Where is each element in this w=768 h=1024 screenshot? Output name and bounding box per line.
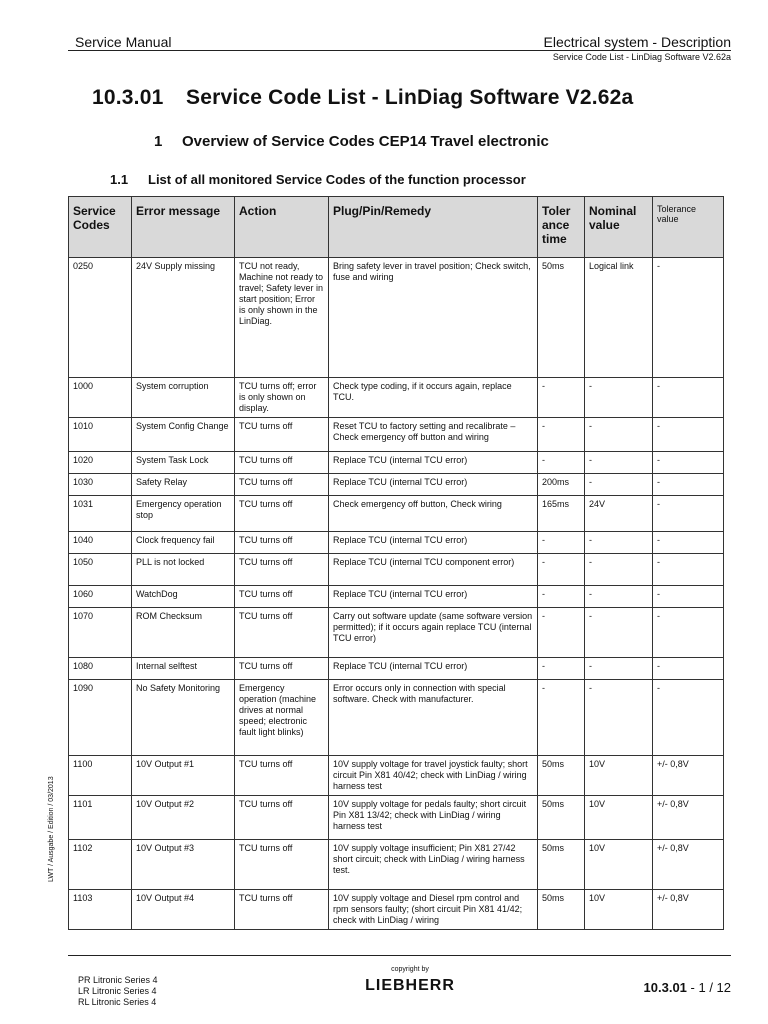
cell-action: TCU turns off — [235, 496, 329, 532]
header-left: Service Manual — [75, 34, 172, 50]
cell-tolerance-time: 50ms — [538, 796, 585, 840]
table-row — [69, 532, 724, 554]
section-number: 1 — [154, 133, 163, 150]
cell-action: TCU turns off — [235, 532, 329, 554]
cell-tolerance-value: - — [653, 496, 724, 532]
section-heading — [154, 133, 549, 150]
table-row — [69, 658, 724, 680]
subsection-number: 1.1 — [110, 172, 129, 187]
cell-code: 1060 — [69, 586, 132, 608]
cell-error-message: ROM Checksum — [132, 608, 235, 658]
footer-models — [78, 975, 158, 1008]
footer-rule — [68, 955, 731, 956]
subsection-text: List of all monitored Service Codes of the function processor — [148, 172, 526, 187]
cell-error-message: System Config Change — [132, 418, 235, 452]
table-row — [69, 796, 724, 840]
cell-remedy: Replace TCU (internal TCU error) — [329, 586, 538, 608]
cell-tolerance-time: 200ms — [538, 474, 585, 496]
cell-tolerance-value: +/- 0,8V — [653, 756, 724, 796]
cell-tolerance-time: - — [538, 680, 585, 756]
cell-code: 1000 — [69, 378, 132, 418]
page-ref: 10.3.01 — [643, 980, 687, 995]
table-row — [69, 452, 724, 474]
cell-action: TCU turns off — [235, 554, 329, 586]
cell-tolerance-value: - — [653, 418, 724, 452]
cell-error-message: No Safety Monitoring — [132, 680, 235, 756]
cell-tolerance-time: 50ms — [538, 890, 585, 930]
cell-nominal-value: - — [585, 532, 653, 554]
table-row — [69, 474, 724, 496]
cell-tolerance-value: - — [653, 554, 724, 586]
cell-remedy: 10V supply voltage and Diesel rpm control and rpm sensors faulty; (short circuit Pin X81 41/42; check with LinDiag / wiring — [329, 890, 538, 930]
footer-model-line: RL Litronic Series 4 — [78, 997, 157, 1007]
table-row — [69, 586, 724, 608]
cell-error-message: Clock frequency fail — [132, 532, 235, 554]
cell-error-message: Safety Relay — [132, 474, 235, 496]
cell-tolerance-time: - — [538, 608, 585, 658]
cell-tolerance-value: - — [653, 680, 724, 756]
cell-code: 1020 — [69, 452, 132, 474]
table-header-row — [69, 197, 724, 258]
cell-tolerance-time: - — [538, 452, 585, 474]
table-row — [69, 680, 724, 756]
cell-tolerance-time: - — [538, 554, 585, 586]
page-title-number: 10.3.01 — [92, 86, 164, 109]
table-row — [69, 608, 724, 658]
cell-tolerance-time: - — [538, 378, 585, 418]
service-code-table — [68, 196, 724, 930]
cell-code: 1090 — [69, 680, 132, 756]
cell-remedy: Reset TCU to factory setting and recalibrate – Check emergency off button and wiring — [329, 418, 538, 452]
cell-action: TCU turns off — [235, 608, 329, 658]
table-row — [69, 258, 724, 378]
cell-code: 1101 — [69, 796, 132, 840]
cell-tolerance-value: +/- 0,8V — [653, 840, 724, 890]
cell-nominal-value: - — [585, 658, 653, 680]
cell-tolerance-value: +/- 0,8V — [653, 796, 724, 840]
cell-error-message: System corruption — [132, 378, 235, 418]
table-row — [69, 840, 724, 890]
cell-code: 1010 — [69, 418, 132, 452]
table-row — [69, 554, 724, 586]
cell-tolerance-time: - — [538, 658, 585, 680]
cell-nominal-value: - — [585, 608, 653, 658]
cell-action: TCU turns off — [235, 418, 329, 452]
col-header-service-codes: Service Codes — [69, 197, 132, 258]
table-body — [69, 258, 724, 930]
cell-nominal-value: - — [585, 418, 653, 452]
cell-error-message: Internal selftest — [132, 658, 235, 680]
cell-remedy: 10V supply voltage for pedals faulty; short circuit Pin X81 13/42; check with LinDiag / wiring harness test — [329, 796, 538, 840]
cell-action: TCU turns off — [235, 586, 329, 608]
cell-nominal-value: - — [585, 474, 653, 496]
cell-error-message: 10V Output #2 — [132, 796, 235, 840]
cell-code: 1102 — [69, 840, 132, 890]
cell-action: TCU turns off — [235, 840, 329, 890]
cell-tolerance-time: - — [538, 418, 585, 452]
cell-code: 1050 — [69, 554, 132, 586]
cell-remedy: Error occurs only in connection with special software. Check with manufacturer. — [329, 680, 538, 756]
cell-remedy: Carry out software update (same software version permitted); if it occurs again replace TCU (internal TCU error) — [329, 608, 538, 658]
table-row — [69, 890, 724, 930]
footer-model-line: PR Litronic Series 4 — [78, 975, 158, 985]
cell-code: 1031 — [69, 496, 132, 532]
cell-nominal-value: 10V — [585, 840, 653, 890]
cell-nominal-value: 10V — [585, 890, 653, 930]
header-right: Electrical system - Description — [543, 34, 731, 50]
cell-nominal-value: - — [585, 554, 653, 586]
cell-error-message: PLL is not locked — [132, 554, 235, 586]
col-header-nominal-value: Nominal value — [585, 197, 653, 258]
cell-action: TCU not ready, Machine not ready to travel; Safety lever in start position; Error is only shown in the LinDiag. — [235, 258, 329, 378]
section-text: Overview of Service Codes CEP14 Travel electronic — [182, 133, 549, 150]
cell-code: 1030 — [69, 474, 132, 496]
cell-tolerance-time: - — [538, 532, 585, 554]
cell-tolerance-value: - — [653, 608, 724, 658]
cell-tolerance-value: - — [653, 452, 724, 474]
copyright-text: copyright by — [391, 966, 429, 973]
cell-tolerance-time: 50ms — [538, 756, 585, 796]
cell-nominal-value: - — [585, 378, 653, 418]
cell-action: TCU turns off — [235, 756, 329, 796]
cell-tolerance-time: 165ms — [538, 496, 585, 532]
cell-error-message: 10V Output #3 — [132, 840, 235, 890]
cell-tolerance-time: - — [538, 586, 585, 608]
table-row — [69, 418, 724, 452]
cell-error-message: 24V Supply missing — [132, 258, 235, 378]
table-row — [69, 496, 724, 532]
page-count: - 1 / 12 — [690, 980, 731, 995]
cell-remedy: Replace TCU (internal TCU component error) — [329, 554, 538, 586]
cell-nominal-value: - — [585, 680, 653, 756]
cell-error-message: System Task Lock — [132, 452, 235, 474]
col-header-error-message: Error message — [132, 197, 235, 258]
cell-action: TCU turns off; error is only shown on display. — [235, 378, 329, 418]
cell-nominal-value: - — [585, 586, 653, 608]
cell-action: Emergency operation (machine drives at normal speed; electronic fault light blinks) — [235, 680, 329, 756]
cell-tolerance-time: 50ms — [538, 258, 585, 378]
header-rule — [68, 50, 731, 51]
cell-action: TCU turns off — [235, 890, 329, 930]
col-header-action: Action — [235, 197, 329, 258]
cell-action: TCU turns off — [235, 452, 329, 474]
page-title-text: Service Code List - LinDiag Software V2.62a — [186, 86, 634, 109]
cell-code: 1040 — [69, 532, 132, 554]
cell-tolerance-value: +/- 0,8V — [653, 890, 724, 930]
table-row — [69, 378, 724, 418]
liebherr-logo: LIEBHERR — [365, 977, 455, 994]
cell-nominal-value: - — [585, 452, 653, 474]
cell-remedy: Replace TCU (internal TCU error) — [329, 658, 538, 680]
subsection-heading — [110, 172, 526, 187]
table-row — [69, 756, 724, 796]
footer-copyright-block — [350, 966, 470, 995]
cell-remedy: 10V supply voltage for travel joystick faulty; short circuit Pin X81 40/42; check with LinDiag / wiring harness test — [329, 756, 538, 796]
cell-action: TCU turns off — [235, 474, 329, 496]
cell-nominal-value: 24V — [585, 496, 653, 532]
page-number — [644, 980, 731, 995]
cell-remedy: Replace TCU (internal TCU error) — [329, 452, 538, 474]
col-header-remedy: Plug/Pin/Remedy — [329, 197, 538, 258]
cell-nominal-value: 10V — [585, 756, 653, 796]
cell-error-message: 10V Output #4 — [132, 890, 235, 930]
cell-action: TCU turns off — [235, 796, 329, 840]
cell-remedy: Replace TCU (internal TCU error) — [329, 532, 538, 554]
cell-nominal-value: Logical link — [585, 258, 653, 378]
cell-error-message: Emergency operation stop — [132, 496, 235, 532]
cell-tolerance-value: - — [653, 378, 724, 418]
col-header-tolerance-time: Toler ance time — [538, 197, 585, 258]
cell-nominal-value: 10V — [585, 796, 653, 840]
cell-tolerance-value: - — [653, 586, 724, 608]
cell-action: TCU turns off — [235, 658, 329, 680]
cell-tolerance-value: - — [653, 258, 724, 378]
cell-remedy: Check type coding, if it occurs again, replace TCU. — [329, 378, 538, 418]
cell-remedy: Check emergency off button, Check wiring — [329, 496, 538, 532]
cell-remedy: 10V supply voltage insufficient; Pin X81 27/42 short circuit; check with LinDiag / wiring harness test. — [329, 840, 538, 890]
col-header-tolerance-value: Tolerance value — [653, 197, 724, 258]
edition-side-text: LWT / Ausgabe / Edition / 03/2013 — [48, 776, 55, 882]
cell-error-message: 10V Output #1 — [132, 756, 235, 796]
cell-tolerance-value: - — [653, 658, 724, 680]
cell-remedy: Replace TCU (internal TCU error) — [329, 474, 538, 496]
cell-tolerance-value: - — [653, 474, 724, 496]
cell-code: 1070 — [69, 608, 132, 658]
cell-code: 0250 — [69, 258, 132, 378]
cell-code: 1103 — [69, 890, 132, 930]
cell-code: 1080 — [69, 658, 132, 680]
page-title — [92, 86, 633, 110]
header-sub: Service Code List - LinDiag Software V2.62a — [552, 52, 731, 62]
footer-model-line: LR Litronic Series 4 — [78, 986, 157, 996]
cell-remedy: Bring safety lever in travel position; Check switch, fuse and wiring — [329, 258, 538, 378]
cell-error-message: WatchDog — [132, 586, 235, 608]
cell-tolerance-value: - — [653, 532, 724, 554]
cell-tolerance-time: 50ms — [538, 840, 585, 890]
cell-code: 1100 — [69, 756, 132, 796]
